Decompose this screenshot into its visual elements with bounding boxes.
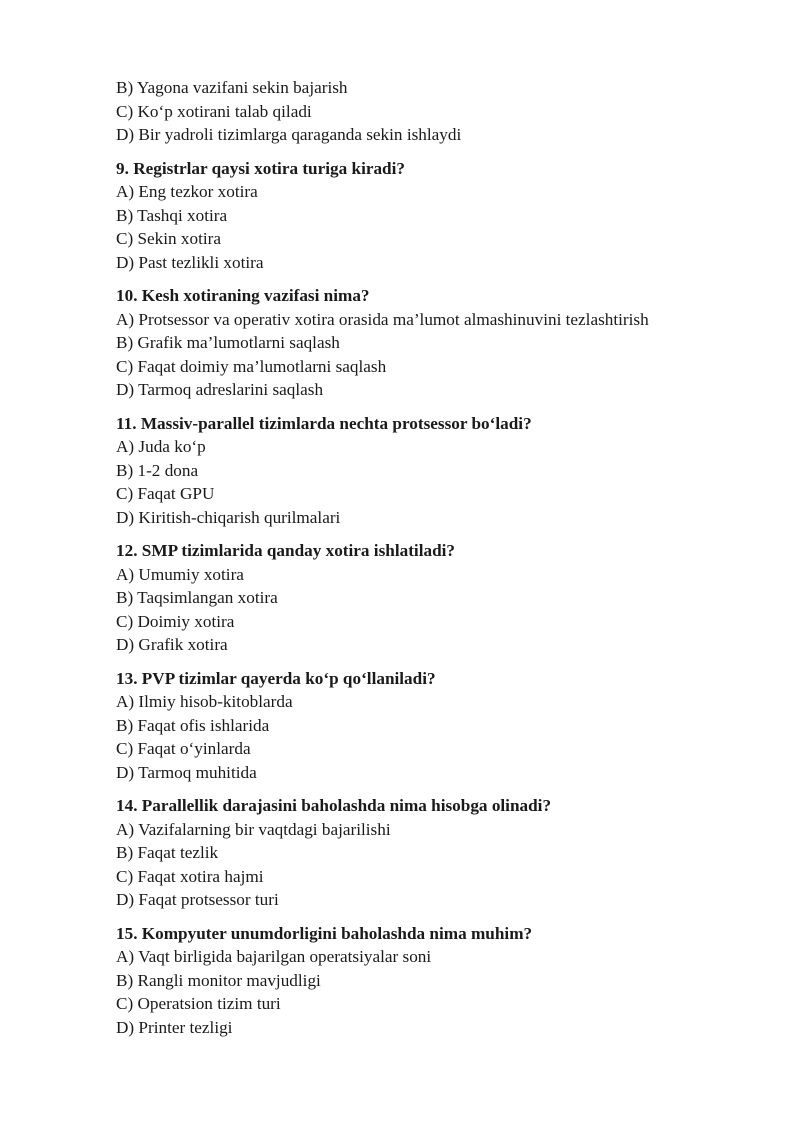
option-c: C) Faqat xotira hajmi — [116, 866, 264, 886]
question-title: 10. Kesh xotiraning vazifasi nima? — [116, 286, 370, 305]
option-a: A) Juda ko‘p — [116, 437, 206, 456]
option-b: B) Faqat tezlik — [116, 843, 219, 862]
question-title: 11. Massiv-parallel tizimlarda nechta protsessor bo‘ladi? — [116, 413, 532, 433]
option-b: B) Tashqi xotira — [116, 205, 228, 225]
option-c: C) Faqat GPU — [116, 484, 215, 503]
question-block-11 — [116, 412, 756, 530]
option-a: A) Vaqt birligida bajarilgan operatsiyalar soni — [116, 947, 432, 966]
option-b: B) Yagona vazifani sekin bajarish — [116, 78, 348, 97]
question-title: 12. SMP tizimlarida qanday xotira ishlatiladi? — [116, 541, 455, 560]
option-d: D) Tarmoq muhitida — [116, 762, 257, 782]
option-d: D) Kiritish-chiqarish qurilmalari — [116, 507, 341, 527]
option-b: B) Rangli monitor mavjudligi — [116, 970, 321, 990]
option-d: D) Printer tezligi — [116, 1017, 233, 1037]
document-page — [116, 76, 756, 1039]
option-c: C) Ko‘p xotirani talab qiladi — [116, 101, 312, 121]
option-c: C) Faqat doimiy ma’lumotlarni saqlash — [116, 356, 387, 376]
option-a: A) Protsessor va operativ xotira orasida ma’lumot almashinuvini tezlashtirish — [116, 309, 649, 329]
question-title: 9. Registrlar qaysi xotira turiga kiradi? — [116, 158, 405, 178]
question-title: 13. PVP tizimlar qayerda ko‘p qo‘llaniladi? — [116, 668, 436, 688]
option-d: D) Faqat protsessor turi — [116, 890, 279, 909]
option-c: C) Sekin xotira — [116, 229, 222, 248]
question-block-13 — [116, 667, 756, 785]
option-b: B) Faqat ofis ishlarida — [116, 715, 270, 735]
question-title: 15. Kompyuter unumdorligini baholashda nima muhim? — [116, 923, 533, 943]
option-d: D) Tarmoq adreslarini saqlash — [116, 380, 324, 399]
option-b: B) Grafik ma’lumotlarni saqlash — [116, 333, 340, 352]
question-title: 14. Parallellik darajasini baholashda nima hisobga olinadi? — [116, 796, 552, 815]
question-block-10 — [116, 284, 756, 402]
question-block-12 — [116, 539, 756, 657]
carryover-options — [116, 76, 756, 147]
question-block-9 — [116, 157, 756, 275]
option-a: A) Vazifalarning bir vaqtdagi bajarilishi — [116, 819, 391, 839]
option-c: C) Doimiy xotira — [116, 611, 235, 631]
option-a: A) Umumiy xotira — [116, 564, 244, 584]
option-d: D) Past tezlikli xotira — [116, 252, 264, 272]
option-c: C) Faqat o‘yinlarda — [116, 739, 251, 758]
option-a: A) Eng tezkor xotira — [116, 182, 258, 201]
option-b: B) Taqsimlangan xotira — [116, 588, 278, 607]
question-block-14 — [116, 794, 756, 912]
option-d: D) Bir yadroli tizimlarga qaraganda sekin ishlaydi — [116, 125, 462, 144]
option-c: C) Operatsion tizim turi — [116, 994, 281, 1013]
option-b: B) 1-2 dona — [116, 460, 199, 480]
option-d: D) Grafik xotira — [116, 635, 228, 654]
option-a: A) Ilmiy hisob-kitoblarda — [116, 692, 293, 711]
question-block-15 — [116, 922, 756, 1040]
